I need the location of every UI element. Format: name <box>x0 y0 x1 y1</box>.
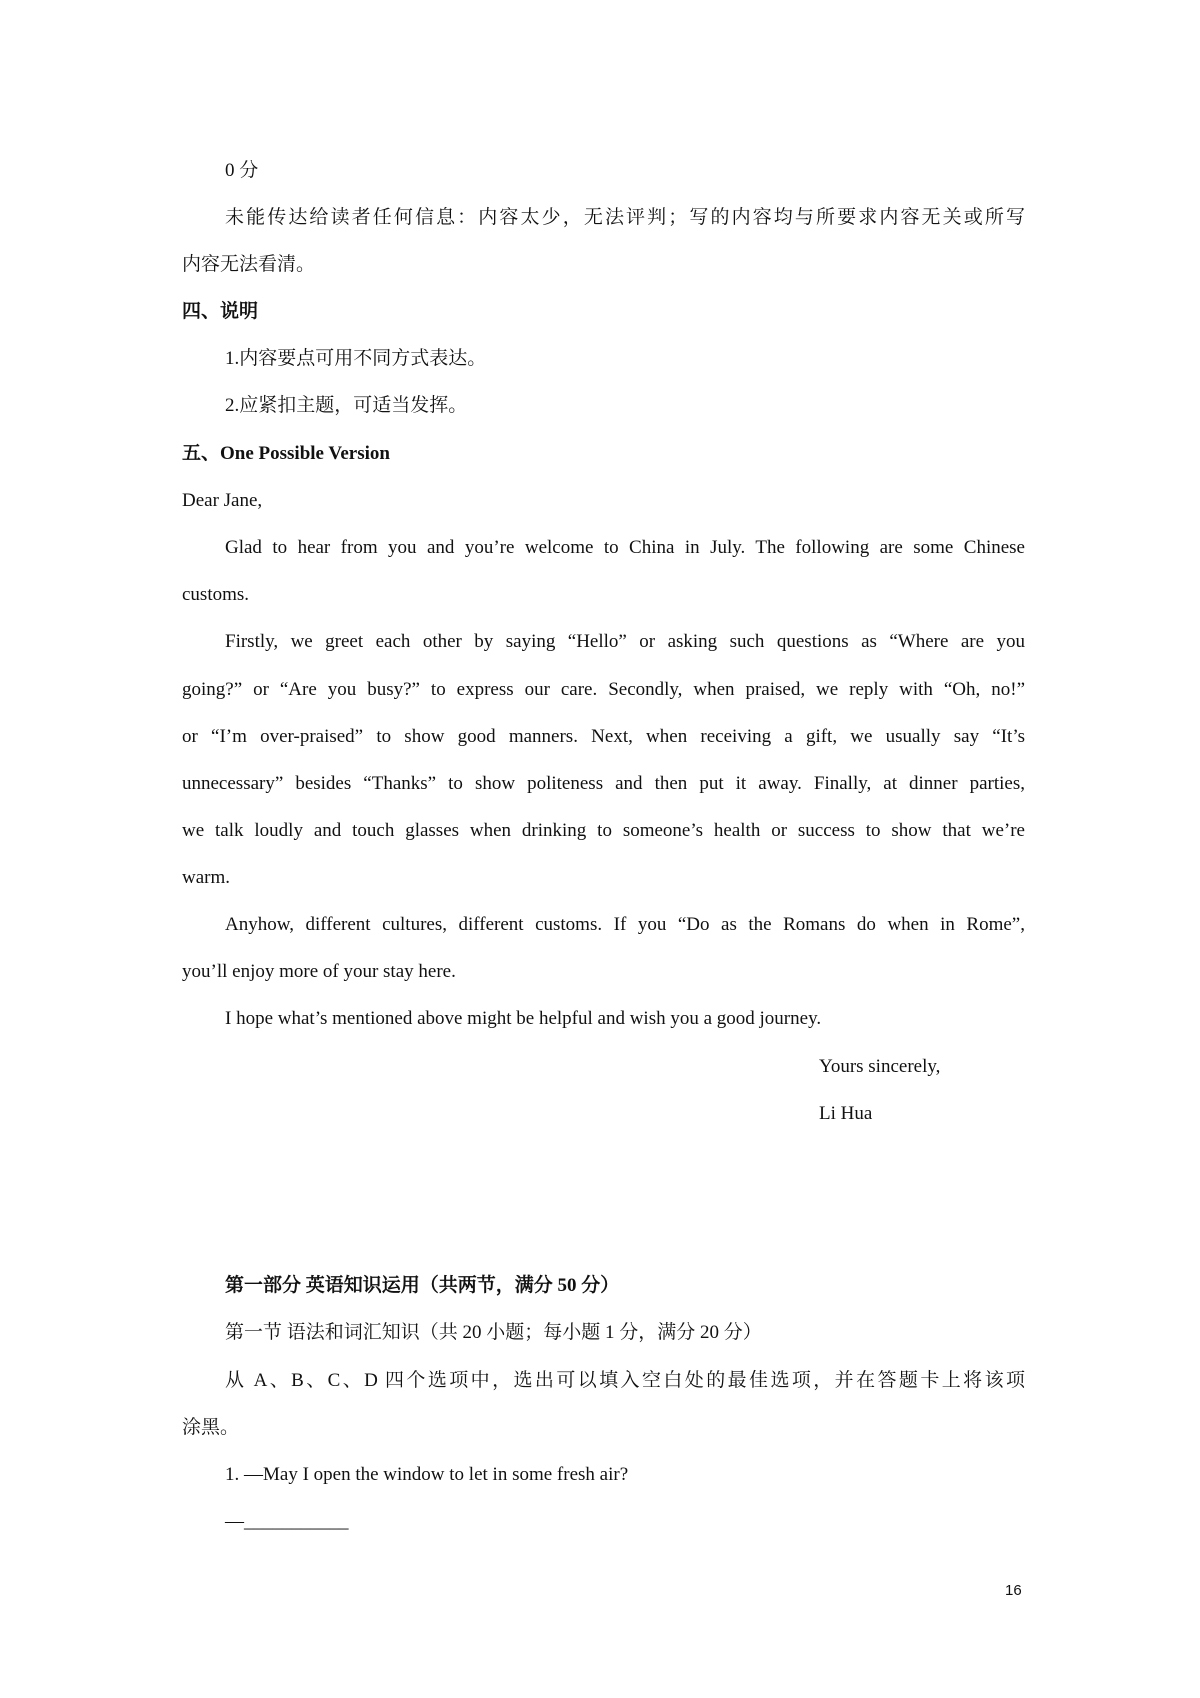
letter-paragraph-2-line-1: Firstly, we greet each other by saying “Hello” or asking such questions as “Where are you <box>225 631 1025 652</box>
notes-item-2: 2.应紧扣主题，可适当发挥。 <box>225 395 468 416</box>
notes-heading: 四、说明 <box>182 301 259 322</box>
question-1: 1. —May I open the window to let in some fresh air? <box>225 1464 629 1485</box>
letter-paragraph-2-line-5: we talk loudly and touch glasses when drinking to someone’s health or success to show that we’re <box>182 820 1025 841</box>
score-level-0-title: 0 分 <box>225 160 259 181</box>
question-1-answer-blank: —___________ <box>225 1511 349 1532</box>
letter-paragraph-1-line-1: Glad to hear from you and you’re welcome to China in July. The following are some Chinese <box>225 537 1025 558</box>
part1-heading: 第一部分 英语知识运用（共两节，满分 50 分） <box>225 1275 620 1296</box>
part1-section1-title: 第一节 语法和词汇知识（共 20 小题；每小题 1 分，满分 20 分） <box>225 1322 762 1343</box>
letter-paragraph-2-line-2: going?” or “Are you busy?” to express our care. Secondly, when praised, we reply with “Oh, no!” <box>182 679 1025 700</box>
letter-signature: Li Hua <box>819 1103 873 1124</box>
part1-instructions-line2: 涂黑。 <box>182 1417 240 1438</box>
letter-paragraph-2-line-3: or “I’m over-praised” to show good manners. Next, when receiving a gift, we usually say “It’s <box>182 726 1025 747</box>
page-number: 16 <box>1005 1582 1022 1599</box>
letter-closing: Yours sincerely, <box>819 1056 941 1077</box>
letter-paragraph-2-line-6: warm. <box>182 867 231 888</box>
letter-paragraph-3-line-2: you’ll enjoy more of your stay here. <box>182 961 456 982</box>
score-level-0-desc-line2: 内容无法看清。 <box>182 254 316 275</box>
version-heading: 五、One Possible Version <box>182 443 390 464</box>
letter-paragraph-1-line-2: customs. <box>182 584 250 605</box>
letter-paragraph-4: I hope what’s mentioned above might be helpful and wish you a good journey. <box>225 1008 822 1029</box>
score-level-0-desc-line1: 未能传达给读者任何信息：内容太少，无法评判；写的内容均与所要求内容无关或所写 <box>225 207 1025 228</box>
part1-instructions-line1: 从 A、B、C、D 四个选项中，选出可以填入空白处的最佳选项，并在答题卡上将该项 <box>225 1370 1025 1391</box>
letter-paragraph-3-line-1: Anyhow, different cultures, different customs. If you “Do as the Romans do when in Rome”, <box>225 914 1025 935</box>
letter-paragraph-2-line-4: unnecessary” besides “Thanks” to show politeness and then put it away. Finally, at dinner parties, <box>182 773 1025 794</box>
letter-greeting: Dear Jane, <box>182 490 263 511</box>
notes-item-1: 1.内容要点可用不同方式表达。 <box>225 348 487 369</box>
